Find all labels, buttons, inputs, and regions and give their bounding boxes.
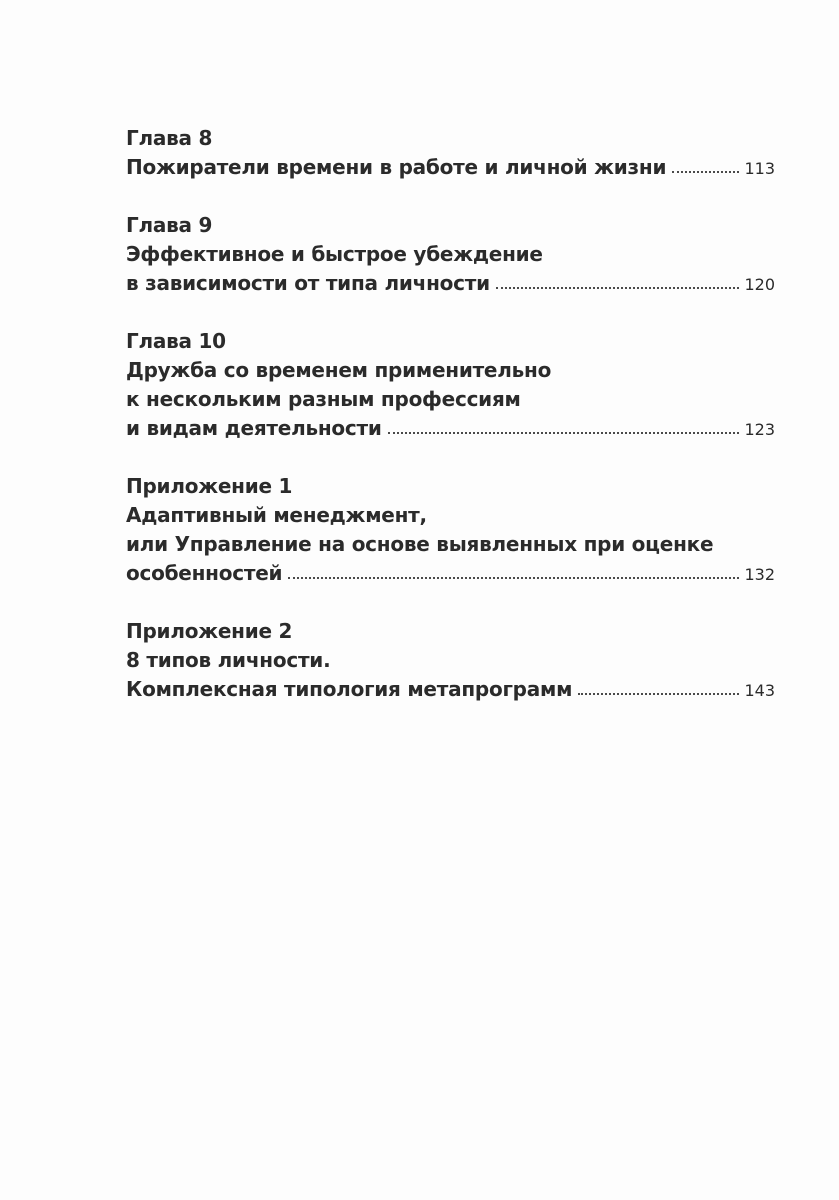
toc-entry-chapter-9[interactable] — [126, 211, 775, 298]
entry-title-line — [126, 153, 775, 182]
page-number: 123 — [744, 420, 775, 439]
toc-entry-chapter-8[interactable] — [126, 124, 775, 182]
entry-title-line: Дружба со временем применительно — [126, 358, 552, 382]
entry-label: Приложение 1 — [126, 474, 293, 498]
table-of-contents — [126, 124, 775, 704]
dot-leader — [496, 281, 740, 289]
entry-title-line — [126, 269, 775, 298]
entry-title-line: Эффективное и быстрое убеждение — [126, 242, 543, 266]
entry-title-line: или Управление на основе выявленных при оценке — [126, 532, 714, 556]
toc-entry-appendix-1[interactable] — [126, 472, 775, 588]
entry-label: Глава 10 — [126, 329, 226, 353]
dot-leader — [578, 687, 739, 695]
page-number: 120 — [744, 275, 775, 294]
entry-title: Комплексная типология метапрограмм — [126, 677, 573, 701]
entry-title-line: Адаптивный менеджмент, — [126, 503, 427, 527]
page-number: 113 — [744, 159, 775, 178]
dot-leader — [288, 571, 739, 579]
dot-leader — [672, 165, 739, 173]
dot-leader — [388, 426, 740, 434]
page-number: 132 — [744, 565, 775, 584]
entry-label: Глава 9 — [126, 213, 213, 237]
entry-title: в зависимости от типа личности — [126, 271, 490, 295]
entry-title: Пожиратели времени в работе и личной жизни — [126, 155, 667, 179]
entry-title-line: к нескольким разным профессиям — [126, 387, 521, 411]
entry-title-line — [126, 675, 775, 704]
toc-entry-chapter-10[interactable] — [126, 327, 775, 443]
page-number: 143 — [744, 681, 775, 700]
entry-label: Глава 8 — [126, 126, 213, 150]
entry-label: Приложение 2 — [126, 619, 293, 643]
toc-entry-appendix-2[interactable] — [126, 617, 775, 704]
entry-title-line — [126, 559, 775, 588]
entry-title: и видам деятельности — [126, 416, 382, 440]
entry-title-line: 8 типов личности. — [126, 648, 331, 672]
entry-title: особенностей — [126, 561, 283, 585]
entry-title-line — [126, 414, 775, 443]
